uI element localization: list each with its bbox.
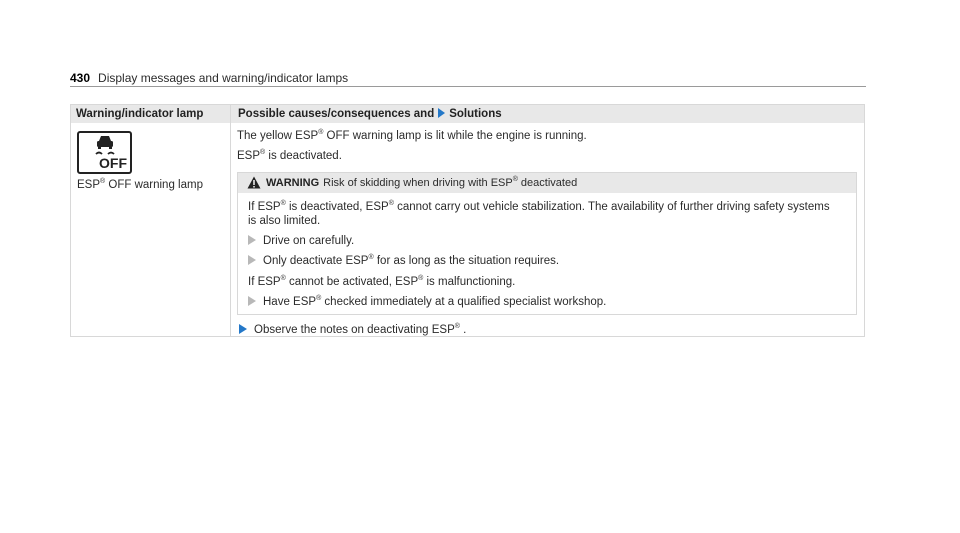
- warning-box: [237, 172, 857, 315]
- line2-post: is deactivated.: [265, 150, 342, 162]
- col2-header-prefix: Possible causes/consequences and: [238, 108, 435, 120]
- reg-mark: ®: [280, 275, 286, 282]
- col1-header: Warning/indicator lamp: [76, 108, 204, 120]
- reg-mark: ®: [280, 200, 286, 207]
- solutions-arrow-icon: [438, 108, 445, 118]
- reg-mark: ®: [368, 254, 374, 261]
- warning-label: WARNING: [266, 177, 320, 189]
- line1-pre: The yellow ESP: [237, 130, 319, 142]
- warning-paragraph-1: [248, 201, 830, 213]
- reg-mark: ®: [512, 176, 518, 183]
- p2-pre: If ESP: [248, 276, 281, 288]
- line1-post: OFF warning lamp is lit while the engine is running.: [323, 130, 587, 142]
- page-title: Display messages and warning/indicator lamps: [98, 71, 349, 85]
- bullet-arrow-icon: [248, 255, 256, 265]
- page-header: [70, 71, 348, 85]
- table-header: [71, 105, 864, 123]
- p2-mid: cannot be activated, ESP: [285, 276, 419, 288]
- warning-triangle-icon: [247, 176, 261, 189]
- esp-off-icon: [77, 131, 132, 174]
- warning-lamp-table: [70, 104, 865, 337]
- p1-pre: If ESP: [248, 201, 281, 213]
- car-skid-icon: [79, 133, 130, 172]
- bullet3-pre: Have ESP: [263, 296, 317, 308]
- icon-off-text: OFF: [99, 155, 127, 171]
- cause-line-2: [237, 150, 342, 162]
- warning-bullet-2: [248, 255, 559, 267]
- warning-text-pre: Risk of skidding when driving with ESP: [323, 177, 513, 189]
- lamp-label-post: OFF warning lamp: [105, 179, 203, 191]
- reg-mark: ®: [100, 178, 106, 185]
- warning-text-post: deactivated: [517, 177, 578, 189]
- bullet3-post: checked immediately at a qualified specialist workshop.: [321, 296, 607, 308]
- p2-post: is malfunctioning.: [423, 276, 516, 288]
- reg-mark: ®: [260, 149, 266, 156]
- lamp-label-pre: ESP: [77, 179, 101, 191]
- p1-post: cannot carry out vehicle stabilization. The availability of further driving safety systems: [393, 201, 830, 213]
- reg-mark: ®: [316, 295, 322, 302]
- warning-bullet-3: [248, 296, 606, 308]
- page-number: 430: [70, 71, 91, 85]
- final-instruction: [239, 324, 466, 336]
- warning-header: [238, 173, 856, 193]
- bullet2-pre: Only deactivate ESP: [263, 255, 369, 267]
- bullet1-text: Drive on carefully.: [263, 235, 355, 247]
- col2-header: [238, 108, 502, 120]
- column-divider: [230, 105, 231, 336]
- reg-mark: ®: [388, 200, 394, 207]
- col2-header-suffix: Solutions: [449, 108, 502, 120]
- bullet-arrow-icon: [239, 324, 247, 334]
- bullet2-post: for as long as the situation requires.: [373, 255, 560, 267]
- reg-mark: ®: [318, 129, 324, 136]
- reg-mark: ®: [454, 323, 460, 330]
- header-rule: [70, 86, 866, 87]
- lamp-label: [77, 179, 203, 191]
- bullet-arrow-icon: [248, 296, 256, 306]
- warning-title: [266, 177, 577, 189]
- reg-mark: ®: [418, 275, 424, 282]
- warning-bullet-1: [248, 235, 354, 247]
- warning-paragraph-1-line-2: is also limited.: [248, 215, 321, 227]
- final-post: .: [459, 324, 467, 336]
- cause-line-1: [237, 130, 587, 142]
- p1-mid: is deactivated, ESP: [285, 201, 389, 213]
- line2-pre: ESP: [237, 150, 261, 162]
- final-pre: Observe the notes on deactivating ESP: [254, 324, 455, 336]
- warning-paragraph-2: [248, 276, 515, 288]
- bullet-arrow-icon: [248, 235, 256, 245]
